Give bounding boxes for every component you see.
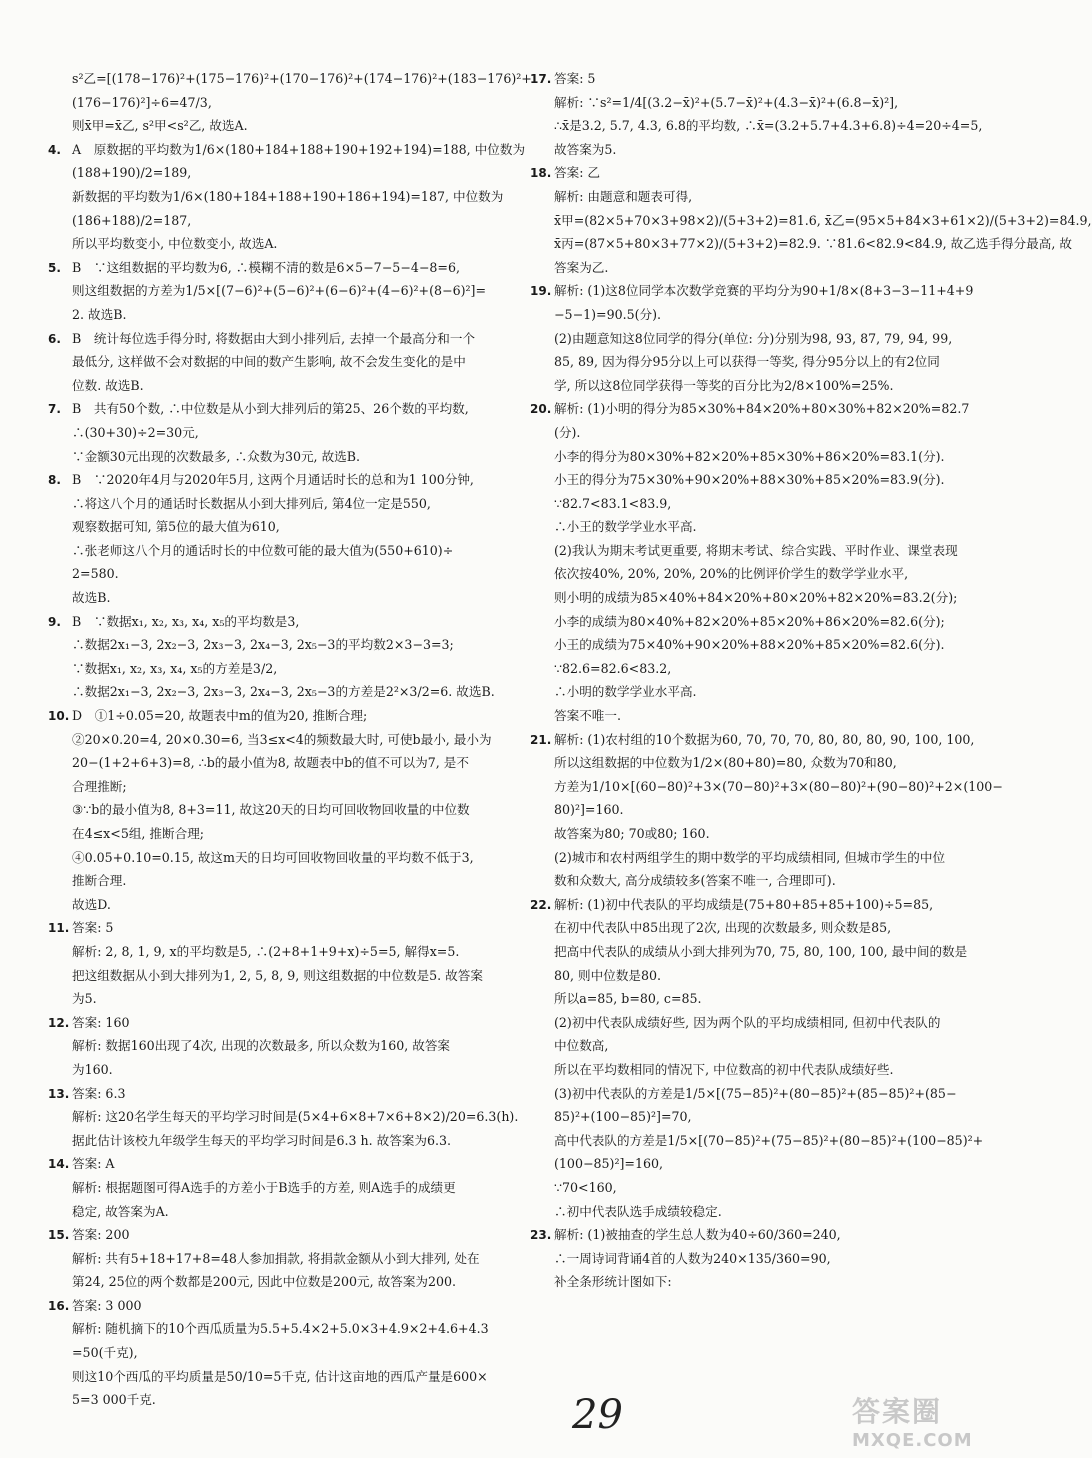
answer-text: (176−176)²]÷6=47/3, — [72, 94, 212, 110]
answer-text: 小李的得分为80×30%+82×20%+85×30%+86×20%=83.1(分). — [554, 448, 945, 464]
answer-line — [48, 825, 518, 844]
answer-line — [48, 683, 518, 702]
question-number: 21. — [530, 732, 552, 747]
question-number: 14. — [48, 1157, 70, 1172]
answer-line — [530, 1155, 992, 1174]
answer-text: 所以平均数变小, 中位数变小, 故选A. — [72, 236, 278, 252]
question-number: 22. — [530, 897, 552, 912]
answer-text: (3)初中代表队的方差是1/5×[(75−85)²+(80−85)²+(85−85)²+(85− — [554, 1085, 957, 1101]
answer-text: B 共有50个数, ∴中位数是从小到大排列后的第25、26个数的平均数, — [72, 401, 469, 417]
answer-line — [48, 306, 518, 325]
answer-line — [48, 94, 518, 113]
answer-text: 解析: 根据题图可得A选手的方差小于B选手的方差, 则A选手的成绩更 — [72, 1179, 456, 1195]
answer-text: 补全条形统计图如下: — [554, 1274, 672, 1290]
answer-line — [48, 636, 518, 655]
answer-line — [48, 542, 518, 561]
answer-line — [48, 1320, 518, 1339]
answer-line — [530, 919, 992, 938]
answer-text: 解析: (1)初中代表队的平均成绩是(75+80+85+85+100)÷5=85, — [554, 896, 934, 912]
answer-text: 把这组数据从小到大排列为1, 2, 5, 8, 9, 则这组数据的中位数是5. 故答案 — [72, 967, 483, 983]
answer-line — [530, 849, 992, 868]
answer-line — [530, 141, 992, 160]
question-number: 15. — [48, 1228, 70, 1243]
answer-line — [48, 707, 518, 726]
answer-text: x̄丙=(87×5+80×3+77×2)/(5+3+2)=82.9. ∵81.6<82.9<84.9, 故乙选手得分最高, 故 — [554, 236, 1072, 252]
answer-line — [48, 872, 518, 891]
answer-text: ②20×0.20=4, 20×0.30=6, 当3≤x<4的频数最大时, 可使b最小, 最小为 — [72, 731, 492, 747]
answer-line — [48, 400, 518, 419]
answer-line — [48, 1132, 518, 1151]
answer-line — [530, 259, 992, 278]
answer-line — [530, 400, 992, 419]
answer-line — [48, 282, 518, 301]
answer-text: 稳定, 故答案为A. — [72, 1203, 169, 1219]
answer-line — [48, 896, 518, 915]
answer-line — [48, 731, 518, 750]
answer-line — [48, 565, 518, 584]
answer-text: ∴小明的数学学业水平高. — [554, 684, 697, 700]
question-number: 19. — [530, 284, 552, 299]
question-number: 8. — [48, 473, 61, 488]
answer-text: B ∵2020年4月与2020年5月, 这两个月通话时长的总和为1 100分钟, — [72, 472, 474, 488]
answer-line — [48, 164, 518, 183]
answer-text: ∴一周诗词背诵4首的人数为240×135/360=90, — [554, 1250, 831, 1266]
answer-line — [530, 707, 992, 726]
answer-line — [530, 825, 992, 844]
answer-text: ∴小王的数学学业水平高. — [554, 519, 697, 535]
answer-text: 为160. — [72, 1061, 113, 1077]
answer-text: 80)²]=160. — [554, 802, 624, 818]
answer-line — [48, 967, 518, 986]
answer-line — [530, 188, 992, 207]
answer-text: (2)城市和农村两组学生的期中数学的平均成绩相同, 但城市学生的中位 — [554, 849, 946, 865]
answer-text: 则这10个西瓜的平均质量是50/10=5千克, 估计这亩地的西瓜产量是600× — [72, 1368, 488, 1384]
answer-line — [48, 117, 518, 136]
answer-line — [48, 801, 518, 820]
answer-text: 中位数高, — [554, 1038, 609, 1054]
answer-line — [48, 424, 518, 443]
answer-text: 解析: (1)被抽查的学生总人数为40÷60/360=240, — [554, 1227, 841, 1243]
question-number: 16. — [48, 1298, 70, 1313]
answer-text: 故答案为5. — [554, 141, 617, 157]
answer-text: (188+190)/2=189, — [72, 165, 192, 181]
question-number: 20. — [530, 402, 552, 417]
answer-line — [48, 70, 532, 89]
answer-line — [48, 1061, 518, 1080]
answer-line — [48, 660, 518, 679]
answer-text: 故选D. — [72, 896, 111, 912]
answer-text: s²乙=[(178−176)²+(175−176)²+(170−176)²+(174−176)²+(183−176)²+ — [72, 71, 532, 86]
answer-text: ∴初中代表队选手成绩较稳定. — [554, 1203, 722, 1219]
site-watermark — [852, 1390, 990, 1452]
answer-line — [530, 589, 992, 608]
answer-line — [530, 636, 992, 655]
answer-text: 答案: A — [72, 1156, 115, 1172]
answer-line — [48, 1108, 518, 1127]
answer-line — [48, 1179, 518, 1198]
answer-line — [48, 1250, 518, 1269]
answer-text: 解析: 共有5+18+17+8=48人参加捐款, 将捐款金额从小到大排列, 处在 — [72, 1250, 480, 1266]
answer-line — [530, 282, 992, 301]
answer-line — [48, 1297, 518, 1316]
answer-text: 故选B. — [72, 590, 111, 606]
answer-line — [530, 1250, 992, 1269]
answer-line — [530, 448, 992, 467]
answer-text: 80, 则中位数是80. — [554, 967, 662, 983]
answer-text: 答案: 5 — [554, 71, 596, 86]
question-number: 12. — [48, 1015, 70, 1030]
answer-text: 在4≤x<5组, 推断合理; — [72, 826, 205, 841]
answer-line — [530, 1132, 992, 1151]
answer-line — [48, 943, 518, 962]
answer-line — [530, 495, 992, 514]
answer-text: 则小明的成绩为85×40%+84×20%+80×20%+82×20%=83.2(分); — [554, 590, 958, 606]
answer-text: 学, 所以这8位同学获得一等奖的百分比为2/8×100%=25%. — [554, 377, 894, 393]
answer-text: (100−85)²]=160, — [554, 1156, 663, 1172]
answer-line — [48, 448, 518, 467]
answer-text: (186+188)/2=187, — [72, 212, 192, 228]
question-number: 7. — [48, 402, 61, 417]
question-number: 5. — [48, 260, 61, 275]
answer-text: ∵金额30元出现的次数最多, ∴众数为30元, 故选B. — [72, 448, 361, 464]
answer-line — [530, 731, 992, 750]
answer-text: 为5. — [72, 991, 97, 1007]
answer-text: 高中代表队的方差是1/5×[(70−85)²+(75−85)²+(80−85)²+(100−85)²+ — [554, 1132, 984, 1148]
answer-line — [48, 330, 518, 349]
answer-line — [530, 778, 1003, 797]
answer-line — [48, 1344, 518, 1363]
answer-line — [48, 778, 518, 797]
question-number: 13. — [48, 1086, 70, 1101]
answer-text: 所以这组数据的中位数为1/2×(80+80)=80, 众数为70和80, — [554, 755, 897, 771]
answer-line — [48, 589, 518, 608]
answer-text: B 统计每位选手得分时, 将数据由大到小排列后, 去掉一个最高分和一个 — [72, 330, 476, 346]
answer-line — [530, 471, 992, 490]
answer-text: 5=3 000千克. — [72, 1392, 156, 1408]
answer-text: ∵82.7<83.1<83.9, — [554, 495, 672, 511]
answer-line — [48, 259, 518, 278]
answer-line — [48, 518, 518, 537]
right-column — [530, 70, 1092, 1297]
answer-text: 把高中代表队的成绩从小到大排列为70, 75, 80, 100, 100, 最中间的数是 — [554, 943, 968, 959]
answer-line — [530, 754, 992, 773]
answer-line — [48, 1391, 518, 1410]
answer-text: 解析: 随机摘下的10个西瓜质量为5.5+5.4×2+5.0×3+4.9×2+4.6+4.3 — [72, 1321, 489, 1337]
answer-text: 则x̄甲=x̄乙, s²甲<s²乙, 故选A. — [72, 118, 248, 134]
answer-text: 解析: (1)小明的得分为85×30%+84×20%+80×30%+82×20%=82.7 — [554, 401, 970, 417]
answer-text: 所以在平均数相同的情况下, 中位数高的初中代表队成绩好些. — [554, 1061, 894, 1077]
answer-line — [48, 1273, 518, 1292]
answer-line — [48, 1037, 518, 1056]
answer-line — [530, 660, 992, 679]
answer-line — [530, 518, 992, 537]
answer-text: 解析: 这20名学生每天的平均学习时间是(5×4+6×8+7×6+8×2)/20=6.3(h). — [72, 1109, 519, 1125]
answer-line — [530, 353, 992, 372]
answer-line — [530, 117, 992, 136]
answer-line — [530, 164, 992, 183]
answer-text: 则这组数据的方差为1/5×[(7−6)²+(5−6)²+(6−6)²+(4−6)²+(8−6)²]= — [72, 283, 487, 299]
answer-line — [48, 377, 518, 396]
answer-line — [530, 872, 992, 891]
answer-text: ∴张老师这八个月的通话时长的中位数可能的最大值为(550+610)÷ — [72, 542, 454, 558]
answer-line — [530, 306, 992, 325]
answer-line — [530, 1179, 992, 1198]
answer-text: 合理推断; — [72, 778, 127, 794]
answer-line — [48, 1085, 518, 1104]
answer-line — [48, 849, 518, 868]
question-number: 10. — [48, 709, 70, 724]
answer-text: 新数据的平均数为1/6×(180+184+188+190+186+194)=187, 中位数为 — [72, 188, 504, 204]
answer-text: B ∵数据x₁, x₂, x₃, x₄, x₅的平均数是3, — [72, 613, 300, 629]
answer-text: 据此估计该校九年级学生每天的平均学习时间是6.3 h. 故答案为6.3. — [72, 1132, 452, 1148]
answer-text: 小李的成绩为80×40%+82×20%+85×20%+86×20%=82.6(分); — [554, 613, 945, 629]
left-column — [48, 70, 532, 1415]
answer-text: ∵82.6=82.6<83.2, — [554, 660, 672, 676]
answer-text: ④0.05+0.10=0.15, 故这m天的日均可回收物回收量的平均数不低于3, — [72, 849, 474, 865]
answer-line — [48, 919, 518, 938]
answer-text: 最低分, 这样做不会对数据的中间的数产生影响, 故不会发生变化的是中 — [72, 354, 466, 370]
question-number: 17. — [530, 72, 552, 86]
answer-text: 答案: 160 — [72, 1014, 130, 1030]
answer-text: B ∵这组数据的平均数为6, ∴模糊不清的数是6×5−7−5−4−8=6, — [72, 259, 460, 275]
answer-text: 小王的得分为75×30%+90×20%+88×30%+85×20%=83.9(分). — [554, 472, 945, 488]
answer-line — [530, 943, 992, 962]
answer-line — [48, 754, 518, 773]
answer-text: ∴数据2x₁−3, 2x₂−3, 2x₃−3, 2x₄−3, 2x₅−3的平均数2×3−3=3; — [72, 637, 454, 653]
answer-line — [530, 565, 992, 584]
answer-line — [530, 1037, 992, 1056]
answer-line — [48, 235, 518, 254]
answer-line — [530, 424, 992, 443]
page-number: 29 — [572, 1392, 623, 1438]
answer-text: −5−1)=90.5(分). — [554, 306, 662, 322]
answer-line — [530, 235, 1072, 254]
answer-text: 方差为1/10×[(60−80)²+3×(70−80)²+3×(80−80)²+(90−80)²+2×(100− — [554, 778, 1003, 794]
answer-line — [530, 330, 992, 349]
answer-text: 答案: 5 — [72, 920, 114, 936]
answer-line — [530, 377, 992, 396]
answer-text: (2)我认为期末考试更重要, 将期末考试、综合实践、平时作业、课堂表现 — [554, 542, 958, 558]
answer-line — [48, 1155, 518, 1174]
question-number: 11. — [48, 921, 70, 936]
watermark-logo-text: 答案圈 — [852, 1395, 943, 1428]
answer-text: 推断合理. — [72, 873, 127, 889]
answer-text: 第24, 25位的两个数都是200元, 因此中位数是200元, 故答案为200. — [72, 1274, 457, 1290]
answer-line — [48, 212, 518, 231]
answer-text: (2)初中代表队成绩好些, 因为两个队的平均成绩相同, 但初中代表队的 — [554, 1014, 941, 1030]
answer-text: 在初中代表队中85出现了2次, 出现的次数最多, 则众数是85, — [554, 920, 892, 936]
answer-line — [48, 353, 518, 372]
answer-line — [48, 613, 518, 632]
question-number: 6. — [48, 331, 61, 346]
answer-text: ∴将这八个月的通话时长数据从小到大排列后, 第4位一定是550, — [72, 495, 431, 511]
answer-text: 解析: 2, 8, 1, 9, x的平均数是5, ∴(2+8+1+9+x)÷5=5, 解得x=5. — [72, 943, 460, 959]
answer-line — [48, 188, 518, 207]
answer-text: 依次按40%, 20%, 20%, 20%的比例评价学生的数学学业水平, — [554, 566, 909, 582]
answer-text: 故答案为80; 70或80; 160. — [554, 826, 710, 841]
answer-text: 85)²+(100−85)²]=70, — [554, 1109, 692, 1125]
answer-line — [48, 1014, 518, 1033]
answer-text: 85, 89, 因为得分95分以上可以获得一等奖, 得分95分以上的有2位同 — [554, 354, 940, 370]
answer-text: ∴数据2x₁−3, 2x₂−3, 2x₃−3, 2x₄−3, 2x₅−3的方差是2²×3/2=6. 故选B. — [72, 684, 495, 700]
answer-text: 解析: ∵s²=1/4[(3.2−x̄)²+(5.7−x̄)²+(4.3−x̄)²+(6.8−x̄)²], — [554, 94, 899, 110]
answer-text: (2)由题意知这8位同学的得分(单位: 分)分别为98, 93, 87, 79, 94, 99, — [554, 330, 953, 346]
answer-line — [48, 471, 518, 490]
answer-text: 2. 故选B. — [72, 306, 127, 322]
answer-line — [530, 683, 992, 702]
answer-line — [48, 990, 518, 1009]
answer-line — [530, 212, 1092, 231]
answer-line — [530, 1108, 992, 1127]
answer-line — [530, 801, 992, 820]
answer-text: 答案: 6.3 — [72, 1085, 126, 1101]
watermark-url: MXQE.COM — [852, 1430, 973, 1451]
answer-line — [530, 1085, 992, 1104]
answer-line — [530, 94, 992, 113]
answer-text: ∵数据x₁, x₂, x₃, x₄, x₅的方差是3/2, — [72, 660, 278, 676]
question-number: 18. — [530, 166, 552, 181]
answer-text: 数和众数大, 高分成绩较多(答案不唯一, 合理即可). — [554, 873, 836, 889]
answer-text: 20−(1+2+6+3)=8, ∴b的最小值为8, 故题表中b的值不可以为7, 是不 — [72, 755, 469, 771]
answer-line — [48, 1203, 518, 1222]
answer-text: 解析: 由题意和题表可得, — [554, 188, 693, 204]
answer-line — [48, 141, 526, 160]
answer-text: 解析: (1)这8位同学本次数学竞赛的平均分为90+1/8×(8+3−3−11+4+9 — [554, 283, 974, 299]
answer-text: 答案: 乙 — [554, 165, 601, 181]
answer-text: A 原数据的平均数为1/6×(180+184+188+190+192+194)=188, 中位数为 — [72, 141, 526, 157]
answer-line — [530, 542, 992, 561]
answer-text: 解析: (1)农村组的10个数据为60, 70, 70, 70, 80, 80, 80, 90, 100, 100, — [554, 731, 975, 747]
answer-text: 位数. 故选B. — [72, 377, 144, 393]
answer-line — [530, 896, 992, 915]
answer-text: 观察数据可知, 第5位的最大值为610, — [72, 519, 280, 535]
answer-line — [530, 70, 992, 89]
answer-line — [530, 1273, 992, 1292]
answer-text: ∴x̄是3.2, 5.7, 4.3, 6.8的平均数, ∴x̄=(3.2+5.7+4.3+6.8)÷4=20÷4=5, — [554, 118, 983, 134]
answer-line — [48, 1368, 518, 1387]
answer-line — [48, 1226, 518, 1245]
answer-text: D ①1÷0.05=20, 故题表中m的值为20, 推断合理; — [72, 708, 368, 724]
answer-line — [530, 1203, 992, 1222]
answer-text: 答案: 3 000 — [72, 1297, 142, 1313]
answer-line — [530, 1014, 992, 1033]
answer-text: x̄甲=(82×5+70×3+98×2)/(5+3+2)=81.6, x̄乙=(95×5+84×3+61×2)/(5+3+2)=84.9, — [554, 212, 1092, 228]
answer-line — [530, 990, 992, 1009]
answer-line — [48, 495, 518, 514]
answer-text: 2=580. — [72, 566, 119, 582]
answer-text: ∵70<160, — [554, 1179, 617, 1195]
answer-text: 小王的成绩为75×40%+90×20%+88×20%+85×20%=82.6(分). — [554, 637, 945, 653]
answer-text: ③∵b的最小值为8, 8+3=11, 故这20天的日均可回收物回收量的中位数 — [72, 802, 470, 818]
answer-text: 所以a=85, b=80, c=85. — [554, 991, 702, 1007]
answer-line — [530, 967, 992, 986]
answer-text: =50(千克), — [72, 1345, 138, 1361]
answer-text: 解析: 数据160出现了4次, 出现的次数最多, 所以众数为160, 故答案 — [72, 1038, 451, 1054]
answer-text: 答案为乙. — [554, 259, 609, 275]
answer-line — [530, 613, 992, 632]
question-number: 9. — [48, 614, 61, 629]
question-number: 4. — [48, 142, 61, 157]
answer-text: ∴(30+30)÷2=30元, — [72, 424, 199, 440]
answer-text: (分). — [554, 424, 581, 440]
answer-text: 答案不唯一. — [554, 708, 621, 724]
question-number: 23. — [530, 1228, 552, 1243]
answer-text: 答案: 200 — [72, 1227, 130, 1243]
answer-line — [530, 1226, 992, 1245]
answer-line — [530, 1061, 992, 1080]
